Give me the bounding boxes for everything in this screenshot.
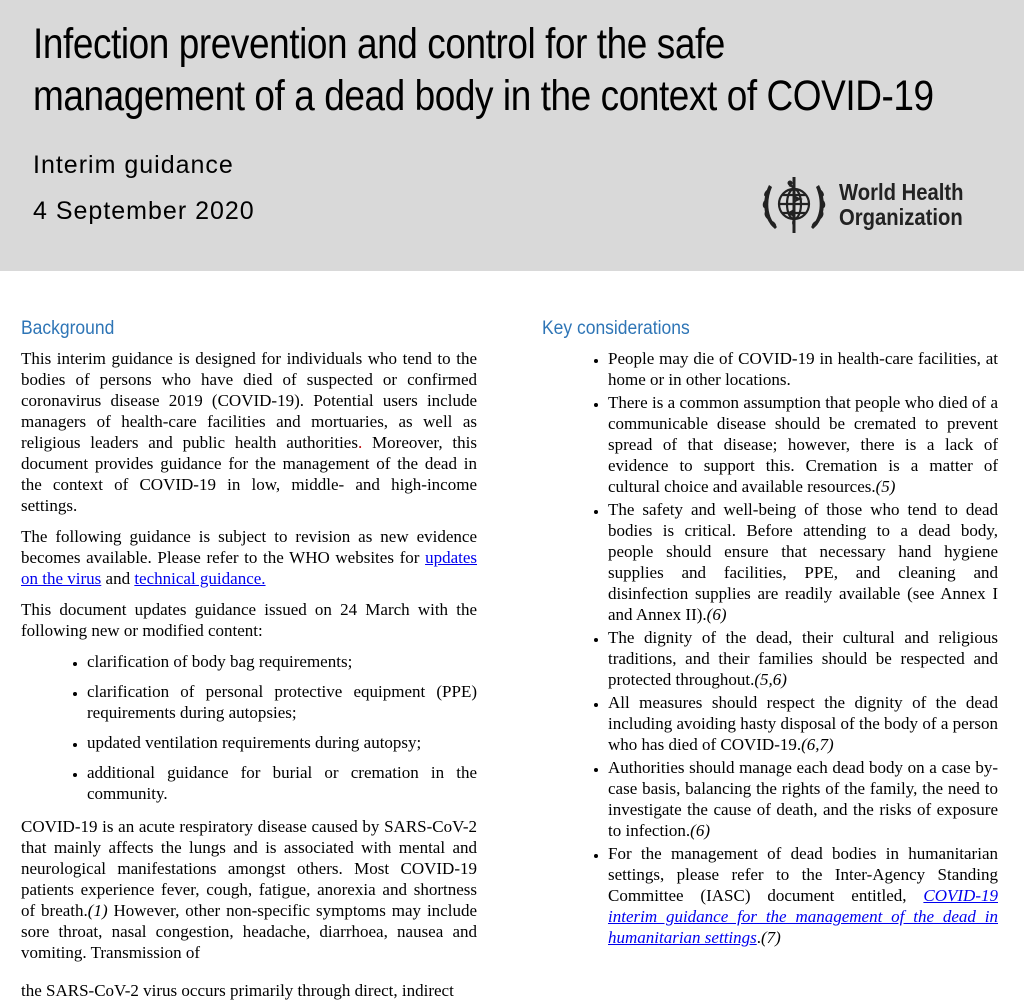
p1-red-dot: . — [357, 433, 363, 452]
background-paragraph-1 — [21, 348, 477, 516]
list-item: • clarification of body bag requirements; — [87, 651, 477, 672]
kc-text: The dignity of the dead, their cultural and religious traditions, and their families should be respected and protected throughout. — [608, 628, 998, 689]
updates-on-virus-link[interactable]: updates on the virus — [21, 548, 477, 588]
left-column — [21, 316, 477, 973]
citation: (6,7) — [801, 735, 834, 754]
kc-text: People may die of COVID-19 in health-care facilities, at home or in other locations. — [608, 349, 998, 389]
p2-text: The following guidance is subject to revision as new evidence becomes available. Please refer to the WHO websites for — [21, 527, 477, 567]
p1-tail: Moreover, this document provides guidance for the management of the dead in the context of COVID-19 in low, middle- and high-income settings. — [21, 433, 477, 515]
p4-a: COVID-19 is an acute respiratory disease caused by SARS-CoV-2 that mainly affects the lungs and is associated with mental and neurological manifestations amongst others. Most COVID-19 patients experience fever, cough, fatigue, anorexia and shortness of breath. — [21, 817, 477, 920]
who-logo-text — [839, 180, 963, 230]
list-item — [608, 757, 998, 841]
list-item — [608, 392, 998, 497]
kc-text: All measures should respect the dignity of the dead including avoiding hasty disposal of the body of a person who has died of COVID-19. — [608, 693, 998, 754]
p2-and: and — [101, 569, 135, 588]
document-subtitle: Interim guidance — [33, 151, 234, 179]
cut-off-line: the SARS-CoV-2 virus occurs primarily through direct, indirect — [21, 981, 454, 1000]
list-item: • additional guidance for burial or cremation in the community. — [87, 762, 477, 804]
title-line-1: Infection prevention and control for the safe — [33, 20, 725, 68]
document-title — [33, 18, 934, 122]
background-paragraph-3: This document updates guidance issued on 24 March with the following new or modified content: — [21, 600, 477, 640]
list-item: • clarification of personal protective equipment (PPE) requirements during autopsies; — [87, 681, 477, 723]
background-heading: Background — [21, 318, 115, 339]
list-item — [608, 627, 998, 690]
logo-line-1: World Health — [839, 179, 964, 205]
citation: (5) — [875, 477, 896, 496]
right-column — [542, 316, 998, 950]
iasc-guidance-link[interactable]: COVID-19 interim guidance for the management of the dead in humanitarian settings — [608, 886, 998, 947]
title-line-2: management of a dead body in the context of COVID-19 — [33, 72, 934, 120]
citation: (6) — [706, 605, 727, 624]
technical-guidance-link[interactable]: technical guidance. — [134, 569, 266, 588]
list-item — [608, 843, 998, 948]
key-considerations-list — [542, 348, 998, 948]
who-logo — [757, 171, 987, 241]
p1-main: This interim guidance is designed for individuals who tend to the bodies of persons who have died of suspected or confirmed coronavirus disease 2019 (COVID-19). Potential users include managers of health-care facilities and mortuaries, as well as religious leaders and public health authorities — [21, 349, 477, 452]
p4-b: However, other non-specific symptoms may include sore throat, nasal congestion, headache, diarrhoea, nausea and vomiting. Transmission of — [21, 901, 477, 962]
list-item: • updated ventilation requirements during autopsy; — [87, 732, 477, 753]
document-date: 4 September 2020 — [33, 197, 255, 225]
who-emblem-icon — [757, 171, 831, 239]
document-header — [0, 0, 1024, 271]
list-item — [608, 692, 998, 755]
updates-list — [21, 651, 477, 804]
citation: (6) — [690, 821, 710, 840]
background-paragraph-2 — [21, 526, 477, 589]
kc-text: There is a common assumption that people who died of a communicable disease should be cremated to prevent spread of that disease; however, there is a lack of evidence to support this. Cremation is a matter of cultural choice and available resources. — [608, 393, 998, 496]
list-item — [608, 499, 998, 625]
kc-text: Authorities should manage each dead body on a case by-case basis, balancing the rights of the family, the need to investigate the cause of death, and the risks of exposure to infection. — [608, 758, 998, 840]
kc-text: The safety and well-being of those who tend to dead bodies is critical. Before attending to a dead body, people should ensure that necessary hand hygiene supplies and facilities, PPE, and cleaning and disinfection supplies are readily available (see Annex I and Annex II). — [608, 500, 998, 624]
citation: (5,6) — [754, 670, 787, 689]
list-item — [608, 348, 998, 390]
logo-line-2: Organization — [839, 204, 963, 230]
background-paragraph-4 — [21, 816, 477, 963]
kc-tail: . — [756, 928, 762, 947]
citation: (1) — [87, 901, 108, 920]
citation: (7) — [761, 928, 781, 947]
kc-text: For the management of dead bodies in humanitarian settings, please refer to the Inter-Agency Standing Committee (IASC) document entitled, — [608, 844, 998, 905]
key-considerations-heading: Key considerations — [542, 318, 690, 339]
